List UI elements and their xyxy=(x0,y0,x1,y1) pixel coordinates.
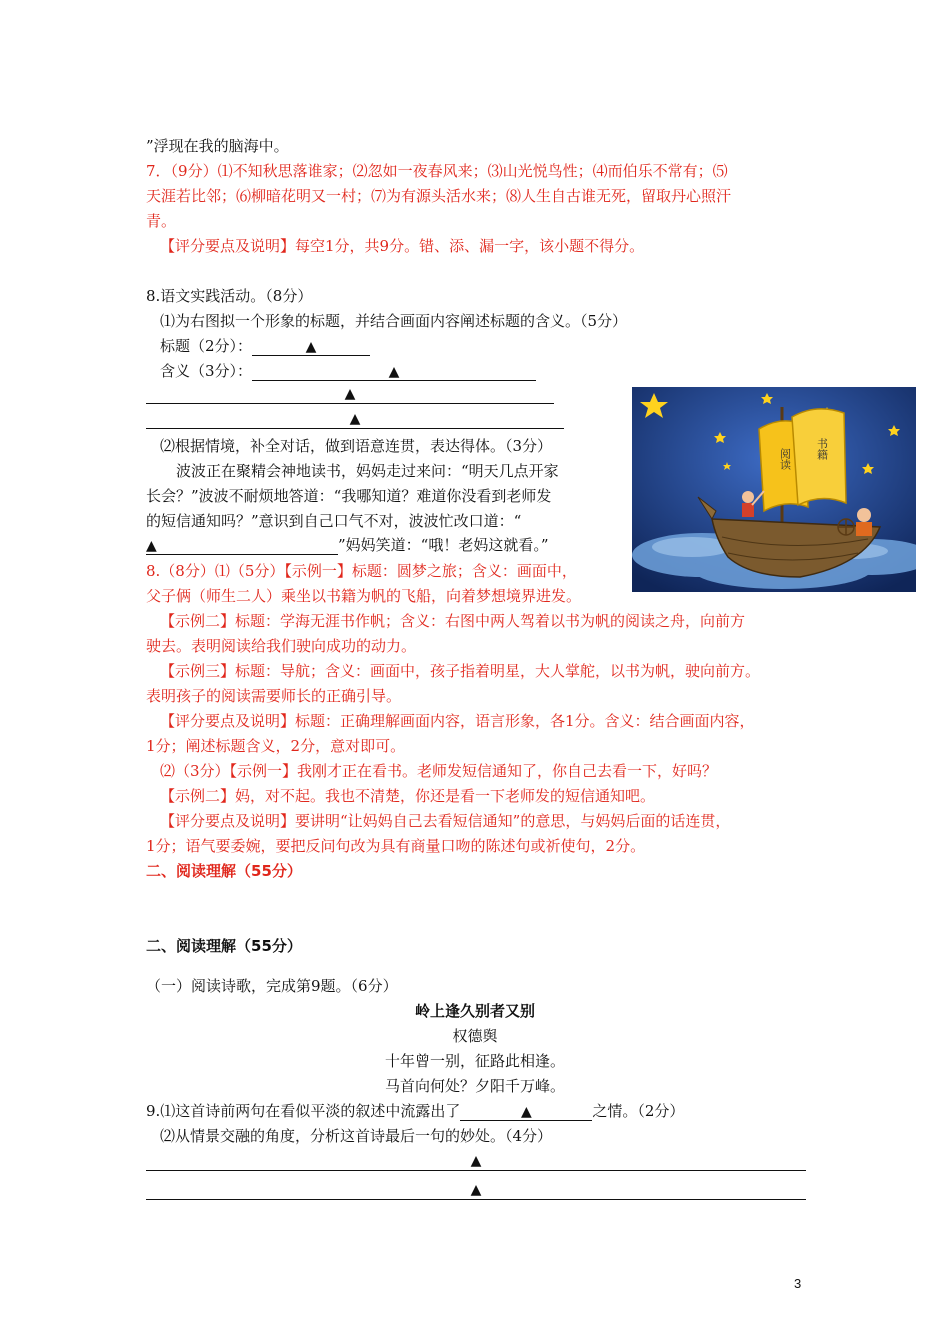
adult-figure xyxy=(856,508,872,536)
poem-line: 十年曾一别，征路此相逢。 xyxy=(384,1052,565,1070)
dialogue-line: 长会？”波波不耐烦地答道：“我哪知道？难道你没看到老师发 xyxy=(146,487,552,505)
poem-title: 岭上逢久别者又别 xyxy=(414,1002,535,1020)
book-sail-ship-illustration xyxy=(632,387,916,592)
poem-author: 权德舆 xyxy=(452,1027,498,1045)
blank-marker: ▲ xyxy=(520,1104,532,1120)
scoring-note-8: 1分；语气要委婉，要把反问句改为具有商量口吻的陈述句或祈使句，2分。 xyxy=(146,837,646,855)
question-9-2: ⑵从情景交融的角度，分析这首诗最后一句的妙处。（4分） xyxy=(160,1127,553,1145)
question-9-1-text: 9.⑴这首诗前两句在看似平淡的叙述中流露出了 xyxy=(146,1102,461,1120)
page-number: 3 xyxy=(794,1276,802,1291)
answer-line[interactable] xyxy=(146,410,564,429)
answer-7-line: 7．（9分）⑴不知秋思落谁家；⑵忽如一夜春风来；⑶山光悦鸟性；⑷而伯乐不常有；⑸ xyxy=(146,162,728,180)
title-blank[interactable] xyxy=(252,337,370,356)
question-9-1-end: 之情。（2分） xyxy=(592,1102,685,1120)
question-8-1: ⑴为右图拟一个形象的标题，并结合画面内容阐述标题的含义。（5分） xyxy=(160,312,628,330)
part-heading: （一）阅读诗歌，完成第9题。（6分） xyxy=(146,977,398,995)
answer-line[interactable] xyxy=(146,385,554,404)
answer-8-line: 驶去。表明阅读给我们驶向成功的动力。 xyxy=(146,637,417,655)
meaning-blank[interactable] xyxy=(252,362,536,381)
answer-8-line: 【示例三】标题：导航；含义：画面中，孩子指着明星，大人掌舵，以书为帆，驶向前方。 xyxy=(160,662,761,680)
text-line: ”浮现在我的脑海中。 xyxy=(146,137,289,155)
question-8-heading: 8.语文实践活动。（8分） xyxy=(146,287,313,305)
dialogue-end: ”妈妈笑道：“哦！老妈这就看。” xyxy=(338,536,549,554)
sail-left-label: 阅读 xyxy=(778,448,792,470)
answer-8-line: 【示例二】妈，对不起。我也不清楚，你还是看一下老师发的短信通知吧。 xyxy=(160,787,656,805)
meaning-answer-row xyxy=(160,361,536,381)
answer-7-line: 天涯若比邻；⑹柳暗花明又一村；⑺为有源头活水来；⑻人生自古谁无死，留取丹心照汗 xyxy=(146,187,732,205)
answer-8-line: 父子俩（师生二人）乘坐以书籍为帆的飞船，向着梦想境界进发。 xyxy=(146,587,582,605)
blank-marker: ▲ xyxy=(349,411,361,427)
blank-marker: ▲ xyxy=(146,538,157,554)
section-heading: 二、阅读理解（55分） xyxy=(146,937,302,955)
dialogue-line xyxy=(146,535,549,555)
dialogue-line: 波波正在聚精会神地读书，妈妈走过来问：“明天几点开家 xyxy=(176,462,559,480)
title-answer-row xyxy=(160,336,370,356)
blank-marker: ▲ xyxy=(388,364,400,380)
dialogue-blank[interactable] xyxy=(146,536,338,555)
scoring-note-8: 1分；阐述标题含义，2分，意对即可。 xyxy=(146,737,406,755)
answer-7-line: 青。 xyxy=(146,212,177,230)
title-label: 标题（2分）： xyxy=(160,337,253,355)
answer-8-line: ⑵（3分）【示例一】我刚才正在看书。老师发短信通知了，你自己去看一下，好吗？ xyxy=(160,762,718,780)
question-9-1-blank[interactable] xyxy=(460,1102,592,1121)
scoring-note-8: 【评分要点及说明】标题：正确理解画面内容，语言形象，各1分。含义：结合画面内容， xyxy=(160,712,755,730)
blank-marker: ▲ xyxy=(344,386,356,402)
question-9-1 xyxy=(146,1101,684,1121)
section-heading-red: 二、阅读理解（55分） xyxy=(146,862,302,880)
blank-marker: ▲ xyxy=(470,1153,482,1169)
answer-line[interactable] xyxy=(146,1152,806,1171)
steering-wheel-icon xyxy=(838,519,854,535)
blank-marker: ▲ xyxy=(305,339,317,355)
blank-marker: ▲ xyxy=(470,1182,482,1198)
scoring-note-8: 【评分要点及说明】要讲明“让妈妈自己去看短信通知”的意思，与妈妈后面的话连贯， xyxy=(160,812,731,830)
dialogue-line: 的短信通知吗？”意识到自己口气不对，波波忙改口道：“ xyxy=(146,512,522,530)
answer-8-line: 【示例二】标题：学海无涯书作帆；含义：右图中两人驾着以书为帆的阅读之舟，向前方 xyxy=(160,612,746,630)
sail-right-label: 书籍 xyxy=(815,438,829,460)
scoring-note-7: 【评分要点及说明】每空1分，共9分。错、添、漏一字，该小题不得分。 xyxy=(160,237,645,255)
answer-line[interactable] xyxy=(146,1181,806,1200)
answer-8-line: 表明孩子的阅读需要师长的正确引导。 xyxy=(146,687,402,705)
question-8-2: ⑵根据情境，补全对话，做到语意连贯，表达得体。（3分） xyxy=(160,437,553,455)
meaning-label: 含义（3分）： xyxy=(160,362,253,380)
poem-line: 马首向何处？夕阳千万峰。 xyxy=(384,1077,565,1095)
answer-8-line: 8.（8分）⑴（5分）【示例一】标题：圆梦之旅；含义：画面中， xyxy=(146,562,577,580)
